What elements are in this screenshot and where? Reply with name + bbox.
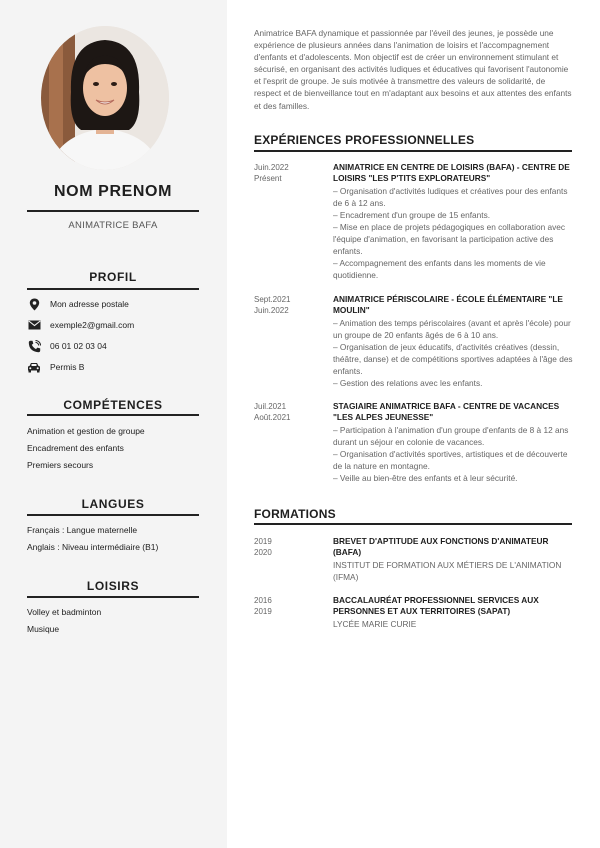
formations-divider xyxy=(254,523,572,525)
date-end: Août.2021 xyxy=(254,413,291,423)
experience-detail: – Veille au bien-être des enfants et à leur sécurité. xyxy=(333,472,518,483)
date-start: Juil.2021 xyxy=(254,402,287,411)
profile-photo xyxy=(41,26,169,170)
sidebar xyxy=(0,0,227,848)
contact-email-text: exemple2@gmail.com xyxy=(50,320,135,330)
experience-content xyxy=(333,162,573,281)
skill-item: Premiers secours xyxy=(27,460,94,470)
experience-detail: – Organisation de jeux éducatifs, d'activités créatives (dessin, théâtre, danse) et de compétitions sportives adaptées à l'âge des enfants. xyxy=(333,341,573,376)
experience-title: ANIMATRICE PÉRISCOLAIRE - ÉCOLE ÉLÉMENTAIRE "LE MOULIN" xyxy=(333,294,563,316)
candidate-name: NOM PRENOM xyxy=(54,183,172,200)
contact-phone[interactable] xyxy=(27,339,202,353)
skill-item: Encadrement des enfants xyxy=(27,443,124,453)
formation-school: INSTITUT DE FORMATION AUX MÉTIERS DE L'ANIMATION (IFMA) xyxy=(333,559,562,582)
experience-detail: – Mise en place de projets pédagogiques en collaboration avec l'équipe d'animation, en favorisant la participation active des enfants. xyxy=(333,221,566,256)
date-start: 2016 xyxy=(254,596,272,605)
experience-detail: – Animation des temps périscolaires (avant et après l'école) pour un groupe de 20 enfants âgés de 6 à 10 ans. xyxy=(333,317,571,340)
experience-dates xyxy=(254,294,329,317)
competences-heading: COMPÉTENCES xyxy=(63,398,163,412)
envelope-icon xyxy=(27,318,41,332)
phone-icon xyxy=(27,339,41,353)
contact-license-text: Permis B xyxy=(50,362,85,372)
experience-detail: – Gestion des relations avec les enfants. xyxy=(333,377,483,388)
profile-summary: Animatrice BAFA dynamique et passionnée par l'éveil des jeunes, je possède une expérience de plusieurs années dans l'animation de loisirs et l'accompagnement d'enfants et d'adolescents. Mon objectif est de créer un environnement stimulant et sécurisé, en organisant des activités ludiques et éducatives qui favorisent l'autonomie et l'esprit de groupe. Je suis motivée à transmettre des valeurs de solidarité, de respect et de bienveillance tout en m'adaptant aux besoins et aux attentes des enfants et des familles. xyxy=(254,28,572,111)
hobby-item: Musique xyxy=(27,624,60,634)
date-start: Juin.2022 xyxy=(254,163,289,172)
car-icon xyxy=(27,360,41,374)
formations-heading: FORMATIONS xyxy=(254,507,336,521)
experiences-divider xyxy=(254,150,572,152)
experience-detail: – Participation à l'animation d'un groupe d'enfants de 8 à 12 ans durant un séjour en colonie de vacances. xyxy=(333,424,569,447)
experience-content xyxy=(333,401,573,484)
location-pin-icon xyxy=(27,297,41,311)
formation-school: LYCÉE MARIE CURIE xyxy=(333,618,417,629)
experience-detail: – Organisation d'activités ludiques et créatives pour des enfants de 6 à 12 ans. xyxy=(333,185,568,208)
profil-heading: PROFIL xyxy=(89,270,137,284)
langues-heading: LANGUES xyxy=(81,497,145,511)
name-divider xyxy=(27,210,199,212)
formation-dates xyxy=(254,595,329,618)
experience-detail: – Accompagnement des enfants dans les moments de vie quotidienne. xyxy=(333,257,546,280)
formation-title: BREVET D'APTITUDE AUX FONCTIONS D'ANIMATEUR (BAFA) xyxy=(333,536,549,558)
contact-address xyxy=(27,297,202,311)
language-item: Français : Langue maternelle xyxy=(27,525,138,535)
experience-detail: – Organisation d'activités sportives, artistiques et de découverte de la nature en montagne. xyxy=(333,448,568,471)
contact-license xyxy=(27,360,202,374)
language-item: Anglais : Niveau intermédiaire (B1) xyxy=(27,542,159,552)
experience-title: ANIMATRICE EN CENTRE DE LOISIRS (BAFA) - CENTRE DE LOISIRS "LES P'TITS EXPLORATEURS" xyxy=(333,162,570,184)
date-end: 2020 xyxy=(254,548,272,558)
competences-divider xyxy=(27,414,199,416)
loisirs-heading: LOISIRS xyxy=(86,579,140,593)
date-end: Juin.2022 xyxy=(254,306,289,316)
experience-title: STAGIAIRE ANIMATRICE BAFA - CENTRE DE VACANCES "LES ALPES JEUNESSE" xyxy=(333,401,560,423)
experience-detail: – Encadrement d'un groupe de 15 enfants. xyxy=(333,209,491,220)
experience-content xyxy=(333,294,573,389)
experience-dates xyxy=(254,162,329,185)
formation-content xyxy=(333,536,573,583)
date-end: Présent xyxy=(254,174,282,184)
formation-dates xyxy=(254,536,329,559)
skill-item: Animation et gestion de groupe xyxy=(27,426,145,436)
experiences-heading: EXPÉRIENCES PROFESSIONNELLES xyxy=(254,133,475,147)
formation-content xyxy=(333,595,573,630)
date-start: Sept.2021 xyxy=(254,295,291,304)
date-end: 2019 xyxy=(254,607,272,617)
experience-dates xyxy=(254,401,329,424)
hobby-item: Volley et badminton xyxy=(27,607,102,617)
langues-divider xyxy=(27,514,199,516)
contact-address-text: Mon adresse postale xyxy=(50,299,129,309)
profil-divider xyxy=(27,288,199,290)
formation-title: BACCALAURÉAT PROFESSIONNEL SERVICES AUX PERSONNES ET AUX TERRITOIRES (SAPAT) xyxy=(333,595,539,617)
loisirs-divider xyxy=(27,596,199,598)
contact-email[interactable] xyxy=(27,318,202,332)
date-start: 2019 xyxy=(254,537,272,546)
contact-phone-text: 06 01 02 03 04 xyxy=(50,341,107,351)
job-title: ANIMATRICE BAFA xyxy=(68,220,158,231)
